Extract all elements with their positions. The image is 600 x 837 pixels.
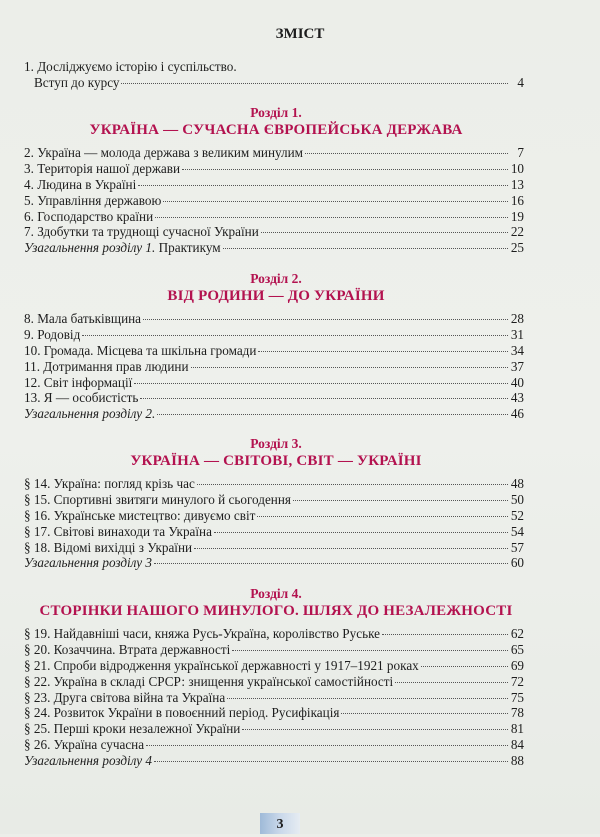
toc-label [24, 390, 138, 406]
toc-label [24, 375, 132, 391]
toc-row[interactable] [24, 705, 524, 721]
toc-label-text: § 23. Друга світова війна та Україна [24, 689, 226, 705]
dot-leader [223, 248, 508, 249]
toc-page: 13 [510, 176, 524, 192]
toc-label [24, 753, 152, 769]
toc-label-text: § 20. Козаччина. Втрата державності [24, 641, 231, 657]
toc-row[interactable] [24, 343, 524, 359]
toc-label-text: 13. Я — особистість [24, 390, 139, 406]
toc-row[interactable] [24, 359, 524, 375]
toc-page: 54 [510, 523, 524, 539]
dot-leader [143, 319, 508, 320]
toc-row[interactable] [24, 508, 524, 524]
toc-label [24, 476, 195, 492]
section-4 [24, 586, 524, 769]
toc-label-italic: Узагальнення розділу 2. [24, 406, 156, 422]
dot-leader [82, 335, 508, 336]
dot-leader [382, 634, 508, 635]
toc-label-text: 8. Мала батьківщина [24, 311, 142, 326]
dot-leader [293, 500, 508, 501]
toc-row[interactable] [24, 690, 524, 706]
dot-leader [140, 398, 508, 399]
section-2 [24, 271, 524, 422]
toc-page: 78 [510, 705, 524, 721]
toc-row[interactable] [24, 240, 524, 256]
toc-label-text: 11. Дотримання прав людини [24, 358, 189, 374]
toc-page: 43 [510, 390, 524, 406]
toc-page: 10 [510, 160, 524, 176]
dot-leader [258, 351, 508, 352]
toc-label-text: § 24. Розвиток України в повоєнний період. Русифікація [24, 705, 340, 721]
toc-label-text: 5. Управління державою [24, 192, 162, 208]
toc-label [24, 161, 180, 177]
toc-row[interactable] [24, 476, 524, 492]
toc-label [24, 240, 221, 256]
dot-leader [182, 169, 508, 170]
toc-page: 31 [510, 326, 524, 342]
toc-label [24, 555, 152, 571]
dot-leader [138, 185, 508, 186]
toc-label [24, 690, 225, 706]
toc-page: 69 [510, 657, 524, 673]
toc-label [24, 492, 291, 508]
toc-row[interactable] [24, 161, 524, 177]
toc-page: 37 [510, 358, 524, 374]
toc-label-italic: Узагальнення розділу 4 [24, 753, 152, 769]
section-title: ВІД РОДИНИ — ДО УКРАЇНИ [167, 288, 385, 304]
intro-label-line1: 1. Досліджуємо історію і суспільство. [24, 59, 237, 74]
dot-leader [242, 729, 508, 730]
toc-page: 16 [510, 192, 524, 208]
dot-leader [261, 232, 508, 233]
toc-page: 46 [510, 406, 524, 422]
section-title: СТОРІНКИ НАШОГО МИНУЛОГО. ШЛЯХ ДО НЕЗАЛЕЖНОСТІ [39, 603, 513, 619]
toc-label [24, 406, 155, 422]
toc-row[interactable] [24, 737, 524, 753]
toc-row[interactable] [24, 177, 524, 193]
toc-label [24, 626, 380, 642]
toc-label-text: 4. Людина в Україні [24, 176, 137, 192]
toc-row[interactable] [24, 626, 524, 642]
toc-label-text: § 19. Найдавніші часи, княжа Русь-Україна, королівство Руське [24, 626, 381, 641]
toc-row[interactable] [24, 540, 524, 556]
toc-page: 65 [510, 641, 524, 657]
section-number: Розділ 2. [250, 271, 302, 286]
toc-label [24, 524, 212, 540]
toc-page: 72 [510, 673, 524, 689]
page-number: 3 [260, 813, 300, 834]
dot-leader [134, 383, 508, 384]
toc-row[interactable] [24, 311, 524, 327]
toc-page: 22 [510, 224, 524, 240]
dot-leader [214, 532, 508, 533]
dot-leader [227, 698, 508, 699]
toc-label [24, 193, 161, 209]
toc-page: 34 [510, 342, 524, 358]
toc-label [24, 209, 153, 225]
section-number: Розділ 3. [250, 436, 302, 451]
dot-leader [257, 516, 508, 517]
toc-label-text: 10. Громада. Місцева та шкільна громади [24, 342, 257, 358]
toc-label-italic: Узагальнення розділу 3 [24, 555, 152, 571]
dot-leader [232, 650, 508, 651]
section-number: Розділ 4. [250, 586, 302, 601]
dot-leader [155, 217, 508, 218]
toc-label-text: § 22. Україна в складі СРСР: знищення української самостійності [24, 673, 394, 689]
toc-label-text: § 16. Українське мистецтво: дивуємо світ [24, 507, 256, 523]
toc-row[interactable] [24, 193, 524, 209]
toc-page: 84 [510, 737, 524, 753]
toc-label [24, 327, 80, 343]
section-1 [24, 105, 524, 256]
dot-leader [121, 83, 508, 84]
toc-label-text: § 26. Україна сучасна [24, 737, 145, 753]
toc-label [24, 658, 419, 674]
toc-page: 19 [510, 208, 524, 224]
dot-leader [395, 682, 508, 683]
toc-page: 62 [510, 626, 524, 641]
toc-label-text: 2. Україна — молода держава з великим минулим [24, 145, 304, 160]
toc-row[interactable] [24, 375, 524, 391]
toc-row[interactable] [24, 721, 524, 737]
toc-page: 4 [517, 75, 524, 90]
toc-row[interactable] [24, 658, 524, 674]
toc-label-text: § 25. Перші кроки незалежної України [24, 721, 241, 737]
toc-row[interactable] [24, 209, 524, 225]
toc-label-text: 3. Територія нашої держави [24, 160, 181, 176]
toc-row[interactable] [24, 555, 524, 571]
toc-page: 81 [510, 721, 524, 737]
section-number: Розділ 1. [250, 105, 302, 120]
toc-label [24, 674, 393, 690]
toc-label [24, 177, 136, 193]
toc-row[interactable] [24, 524, 524, 540]
toc-row[interactable] [24, 492, 524, 508]
toc-page: 60 [510, 555, 524, 571]
toc-label [24, 359, 189, 375]
toc-label [24, 540, 192, 556]
toc-label-italic: Узагальнення розділу 1. [24, 240, 156, 256]
toc-label-text: § 17. Світові винаходи та Україна [24, 523, 212, 539]
dot-leader [146, 745, 508, 746]
toc-label [24, 721, 240, 737]
toc-label [24, 311, 141, 327]
toc-label [24, 642, 230, 658]
toc-page: 50 [510, 491, 524, 507]
toc-page: 28 [510, 311, 524, 326]
toc-label-text: 12. Світ інформації [24, 374, 133, 390]
toc-row[interactable] [24, 753, 524, 769]
toc-label-text: 9. Родовід [24, 326, 81, 342]
dot-leader [197, 484, 508, 485]
toc-row[interactable] [24, 406, 524, 422]
dot-leader [191, 367, 508, 368]
toc-label-text: § 15. Спортивні звитяги минулого й сьогодення [24, 491, 291, 507]
toc-row[interactable] [24, 327, 524, 343]
dot-leader [163, 201, 508, 202]
toc-label-text: § 21. Спроби відродження української державності у 1917–1921 роках [24, 657, 419, 673]
toc-page: 88 [510, 753, 524, 769]
toc-row[interactable] [24, 674, 524, 690]
toc-label [24, 145, 303, 161]
section-title: УКРАЇНА — СУЧАСНА ЄВРОПЕЙСЬКА ДЕРЖАВА [89, 122, 463, 138]
dot-leader [194, 548, 508, 549]
dot-leader [154, 563, 508, 564]
toc-label: Вступ до курсу [34, 75, 120, 90]
toc-page: 75 [510, 689, 524, 705]
toc-page: 48 [510, 476, 524, 491]
toc-page: 57 [510, 539, 524, 555]
toc-page: 25 [510, 240, 524, 256]
toc-page: 7 [517, 145, 524, 160]
toc-row[interactable] [24, 224, 524, 240]
toc-page: 52 [510, 507, 524, 523]
dot-leader [157, 414, 508, 415]
toc-row[interactable] [24, 145, 524, 161]
toc-row[interactable] [24, 75, 524, 91]
toc-label [24, 343, 256, 359]
dot-leader [154, 761, 508, 762]
section-title: УКРАЇНА — СВІТОВІ, СВІТ — УКРАЇНІ [130, 453, 422, 469]
page-title: ЗМІСТ [275, 26, 325, 42]
toc-label [24, 224, 259, 240]
dot-leader [341, 713, 508, 714]
toc-label [24, 508, 255, 524]
section-3 [24, 436, 524, 571]
toc-row[interactable] [24, 642, 524, 658]
toc-page: 40 [510, 374, 524, 390]
toc-label [24, 705, 339, 721]
dot-leader [305, 153, 508, 154]
toc-label-text: 7. Здобутки та труднощі сучасної України [24, 224, 259, 240]
toc-row[interactable] [24, 390, 524, 406]
toc-label [24, 737, 144, 753]
toc-label-text: § 14. Україна: погляд крізь час [24, 476, 195, 491]
toc-label-text: 6. Господарство країни [24, 208, 154, 224]
toc-label-text: Практикум [155, 240, 221, 256]
intro-entry [24, 59, 524, 91]
toc-label-text: § 18. Відомі вихідці з України [24, 539, 193, 555]
dot-leader [421, 666, 508, 667]
